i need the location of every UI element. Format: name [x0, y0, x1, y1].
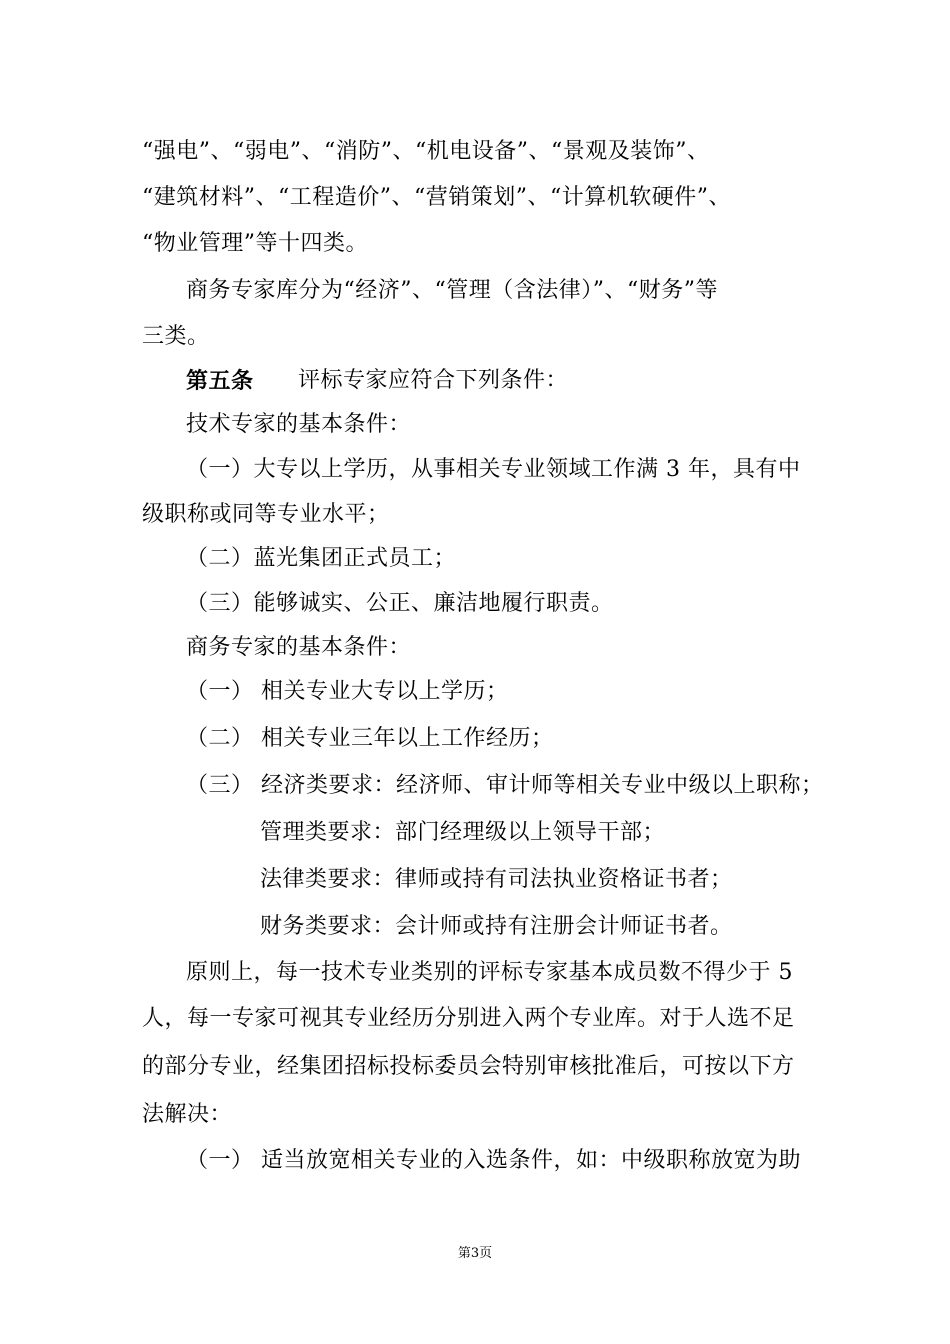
paragraph-line-11: （三）能够诚实、公正、廉洁地履行职责。 [186, 591, 614, 616]
paragraph-line-3: “物业管理”等十四类。 [142, 231, 368, 256]
paragraph-line-21 [142, 1052, 810, 1082]
text: “建筑材料”、“工程造价”、“营销策划”、“计算机软硬件”、 [142, 185, 731, 210]
paragraph-line-7: 技术专家的基本条件： [186, 412, 412, 437]
paragraph-line-8: （一）大专以上学历，从事相关专业领域工作满 3 年，具有中 [186, 457, 801, 482]
paragraph-line-17: 法律类要求：律师或持有司法执业资格证书者； [260, 867, 733, 892]
paragraph-line-2 [142, 183, 810, 213]
paragraph-line-13: （一） 相关专业大专以上学历； [186, 679, 509, 704]
article-five-text: 评标专家应符合下列条件： [298, 368, 569, 393]
paragraph-line-20 [142, 1004, 810, 1034]
paragraph-line-1 [142, 137, 810, 167]
article-five-heading [186, 366, 254, 397]
article-number: 第五条 [186, 368, 254, 394]
paragraph-line-19: 原则上，每一技术专业类别的评标专家基本成员数不得少于 5 [186, 960, 793, 985]
paragraph-line-18: 财务类要求：会计师或持有注册会计师证书者。 [260, 914, 733, 939]
paragraph-line-14: （二） 相关专业三年以上工作经历； [186, 726, 554, 751]
paragraph-line-16: 管理类要求：部门经理级以上领导干部； [260, 820, 666, 845]
paragraph-line-4: 商务专家库分为“经济”、“管理（含法律）”、“财务”等 [186, 278, 718, 303]
text: 的部分专业，经集团招标投标委员会特别审核批准后，可按以下方 [142, 1054, 795, 1079]
paragraph-line-12: 商务专家的基本条件： [186, 635, 412, 660]
text: “强电”、“弱电”、“消防”、“机电设备”、“景观及装饰”、 [142, 139, 710, 164]
paragraph-line-15: （三） 经济类要求：经济师、审计师等相关专业中级以上职称； [186, 773, 824, 798]
paragraph-line-10: （二）蓝光集团正式员工； [186, 546, 457, 571]
paragraph-line-23: （一） 适当放宽相关专业的入选条件，如：中级职称放宽为助 [186, 1148, 801, 1173]
paragraph-line-5: 三类。 [142, 324, 210, 349]
text: 人，每一专家可视其专业经历分别进入两个专业库。对于人选不足 [142, 1006, 795, 1031]
paragraph-line-22: 法解决： [142, 1102, 233, 1127]
paragraph-line-9: 级职称或同等专业水平； [142, 502, 390, 527]
page-number: 第3页 [457, 1246, 493, 1261]
